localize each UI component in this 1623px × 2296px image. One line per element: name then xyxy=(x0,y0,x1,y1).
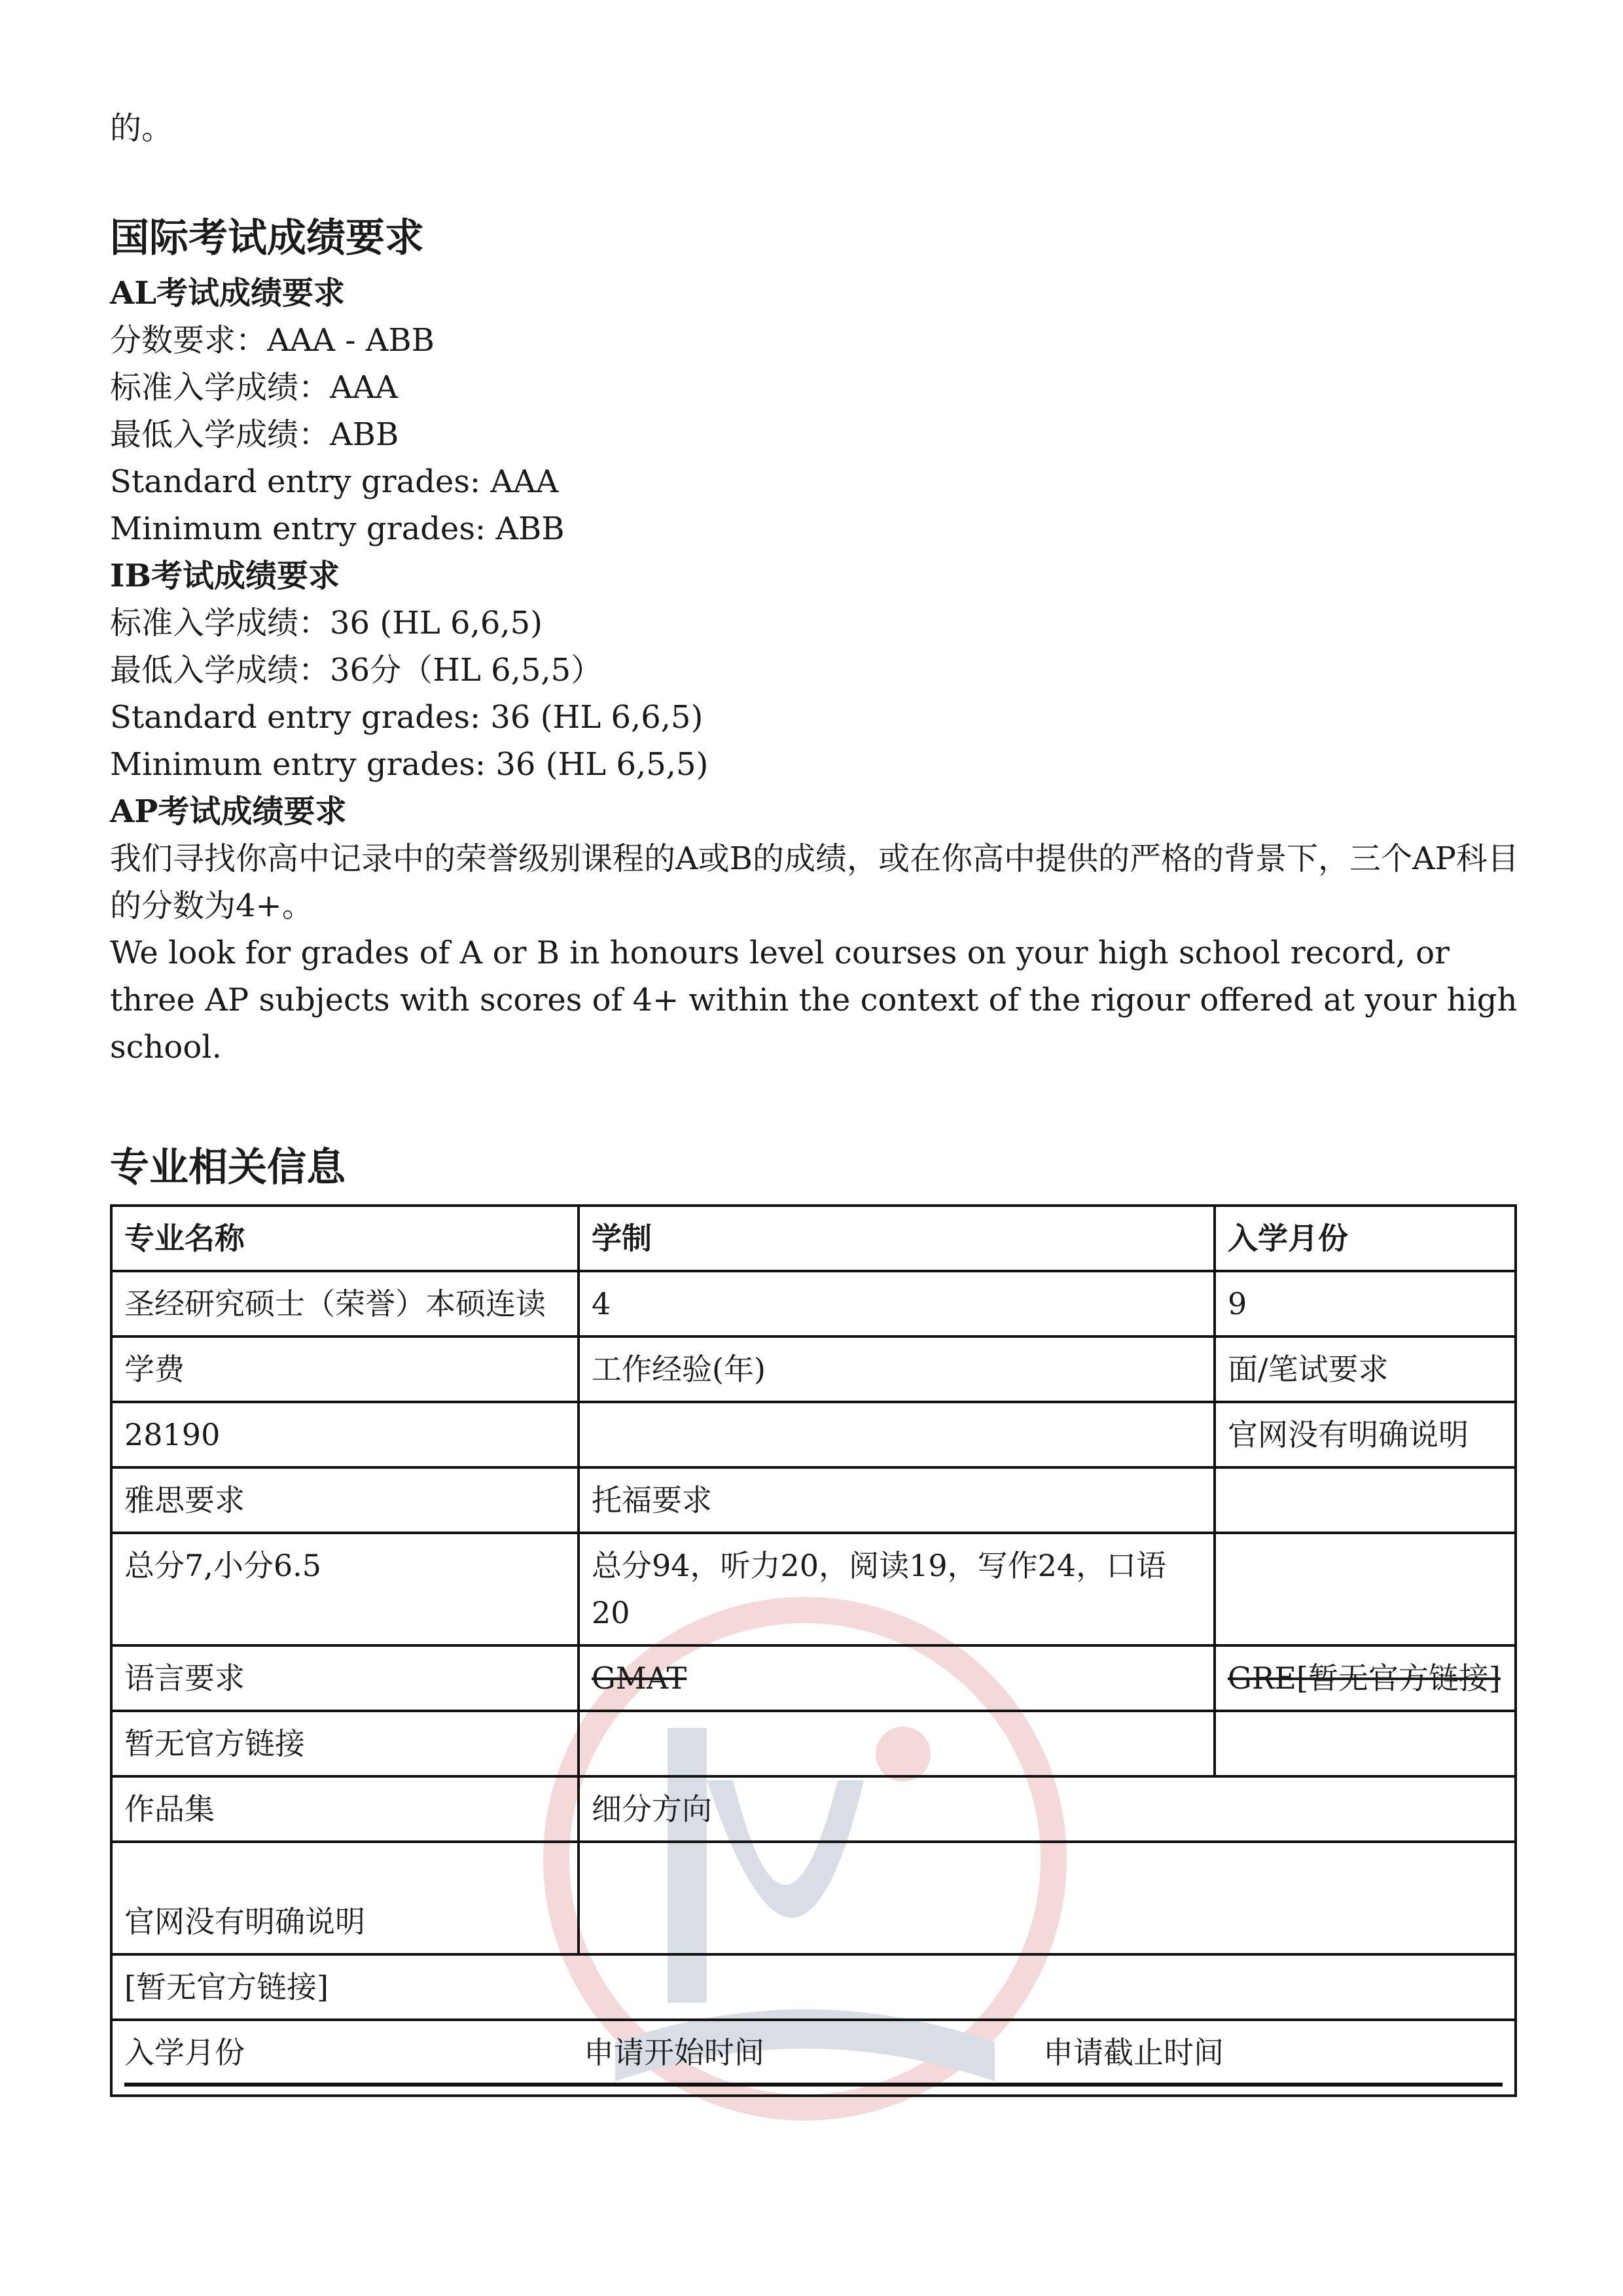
al-heading: AL考试成绩要求 xyxy=(110,275,345,312)
program-section-title: 专业相关信息 xyxy=(110,1145,346,1191)
tuition-cell: 28190 xyxy=(111,1402,579,1467)
table-row xyxy=(111,1776,1516,1842)
duration-cell: 4 xyxy=(579,1271,1215,1336)
empty-cell xyxy=(1215,1711,1516,1776)
intake-month-column-label: 入学月份 xyxy=(124,2035,245,2070)
tuition-label: 学费 xyxy=(111,1336,579,1402)
ib-line: 最低入学成绩：36分（HL 6,5,5） xyxy=(110,652,603,689)
al-line: Minimum entry grades: ABB xyxy=(110,511,565,547)
table-row xyxy=(111,1271,1516,1336)
header-program-name: 专业名称 xyxy=(111,1206,579,1271)
intro-fragment: 的。 xyxy=(110,110,173,147)
empty-cell xyxy=(1215,1467,1516,1533)
al-line: Standard entry grades: AAA xyxy=(110,463,559,500)
table-row xyxy=(111,1206,1516,1271)
toefl-label: 托福要求 xyxy=(579,1467,1215,1533)
empty-cell xyxy=(1215,1533,1516,1645)
direction-label: 细分方向 xyxy=(579,1776,1516,1842)
application-open-column-label: 申请开始时间 xyxy=(584,2035,764,2070)
work-experience-cell xyxy=(579,1402,1215,1467)
gmat-label: GMAT xyxy=(579,1645,1215,1711)
table-row xyxy=(111,1711,1516,1776)
gre-label: GRE[暂无官方链接] xyxy=(1215,1645,1516,1711)
table-row xyxy=(111,1842,1516,1954)
ib-line: Minimum entry grades: 36 (HL 6,5,5) xyxy=(110,746,709,783)
table-row xyxy=(111,1954,1516,2020)
spacer xyxy=(124,1851,565,1898)
header-duration: 学制 xyxy=(579,1206,1215,1271)
program-name-cell: 圣经研究硕士（荣誉）本硕连读 xyxy=(111,1271,579,1336)
ap-text-en: We look for grades of A or B in honours level courses on your high school record, or three AP subjects with scores of 4+ within the context of the rigour offered at your high school. xyxy=(110,935,1518,1066)
table-row xyxy=(111,1402,1516,1467)
work-experience-label: 工作经验(年) xyxy=(579,1336,1215,1402)
ielts-label: 雅思要求 xyxy=(111,1467,579,1533)
application-dates-cell xyxy=(111,2020,1516,2096)
ap-heading: AP考试成绩要求 xyxy=(110,793,347,830)
ielts-cell: 总分7,小分6.5 xyxy=(111,1533,579,1645)
header-intake-month: 入学月份 xyxy=(1215,1206,1516,1271)
portfolio-value: 官网没有明确说明 xyxy=(124,1904,365,1939)
table-row xyxy=(111,1467,1516,1533)
program-info-table xyxy=(110,1204,1517,2097)
ib-line: Standard entry grades: 36 (HL 6,6,5) xyxy=(110,699,704,736)
interview-cell: 官网没有明确说明 xyxy=(1215,1402,1516,1467)
al-line: 分数要求：AAA - ABB xyxy=(110,322,435,359)
intake-month-cell: 9 xyxy=(1215,1271,1516,1336)
table-row xyxy=(111,1336,1516,1402)
official-link-note: [暂无官方链接] xyxy=(111,1954,1516,2020)
direction-cell xyxy=(579,1842,1516,1954)
al-line: 标准入学成绩：AAA xyxy=(110,369,398,406)
application-deadline-column-label: 申请截止时间 xyxy=(1043,2035,1224,2070)
table-row xyxy=(111,2020,1516,2096)
language-requirement-label: 语言要求 xyxy=(111,1645,579,1711)
ib-line: 标准入学成绩：36 (HL 6,6,5) xyxy=(110,605,543,641)
document-content xyxy=(110,105,1524,2097)
ap-text-cn: 我们寻找你高中记录中的荣誉级别课程的A或B的成绩，或在你高中提供的严格的背景下，三个AP科目的分数为4+。 xyxy=(110,840,1519,924)
application-dates-header xyxy=(124,2029,1503,2087)
exam-section-title: 国际考试成绩要求 xyxy=(110,215,424,261)
ib-heading: IB考试成绩要求 xyxy=(110,558,340,594)
table-row xyxy=(111,1533,1516,1645)
interview-label: 面/笔试要求 xyxy=(1215,1336,1516,1402)
portfolio-label: 作品集 xyxy=(111,1776,579,1842)
portfolio-cell xyxy=(111,1842,579,1954)
language-link-cell: 暂无官方链接 xyxy=(111,1711,579,1776)
empty-cell xyxy=(579,1711,1215,1776)
al-line: 最低入学成绩：ABB xyxy=(110,416,399,453)
toefl-cell: 总分94，听力20，阅读19，写作24，口语20 xyxy=(579,1533,1215,1645)
table-row xyxy=(111,1645,1516,1711)
